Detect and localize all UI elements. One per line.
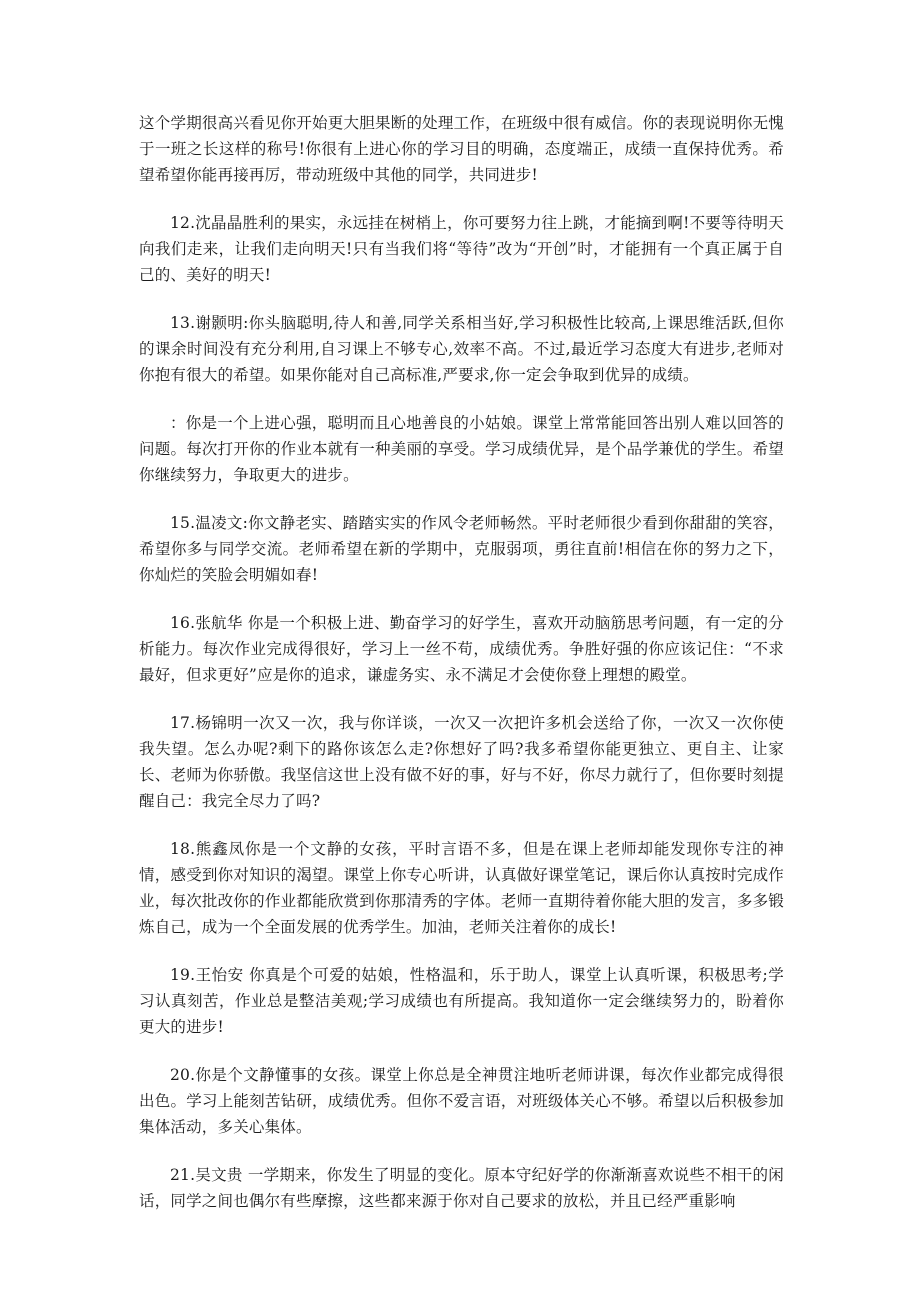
comment-paragraph-20: 20.你是个文静懂事的女孩。课堂上你总是全神贯注地听老师讲课，每次作业都完成得很出色。学习上能刻苦钻研，成绩优秀。但你不爱言语，对班级体关心不够。希望以后积极参加集体活动，多关心集体。 bbox=[139, 1066, 784, 1136]
comment-paragraph-intro: 这个学期很高兴看见你开始更大胆果断的处理工作，在班级中很有威信。你的表现说明你无愧于一班之长这样的称号!你很有上进心你的学习目的明确，态度端正，成绩一直保持优秀。希望希望你能再接再厉，带动班级中其他的同学，共同进步! bbox=[139, 114, 784, 184]
comment-paragraph-13: 13.谢颢明:你头脑聪明,待人和善,同学关系相当好,学习积极性比较高,上课思维活跃,但你的课余时间没有充分利用,自习课上不够专心,效率不高。不过,最近学习态度大有进步,老师对你抱有很大的希望。如果你能对自己高标准,严要求,你一定会争取到优异的成绩。 bbox=[139, 314, 784, 384]
comment-paragraph-16: 16.张航华 你是一个积极上进、勤奋学习的好学生，喜欢开动脑筋思考问题，有一定的分析能力。每次作业完成得很好，学习上一丝不苟，成绩优秀。争胜好强的你应该记住：“不求最好，但求更好”应是你的追求，谦虚务实、永不满足才会使你登上理想的殿堂。 bbox=[139, 614, 784, 684]
comment-paragraph-12: 12.沈晶晶胜利的果实，永远挂在树梢上，你可要努力往上跳，才能摘到啊!不要等待明天向我们走来，让我们走向明天!只有当我们将“等待”改为“开创”时，才能拥有一个真正属于自己的、美好的明天! bbox=[139, 214, 784, 284]
comment-paragraph-15: 15.温凌文:你文静老实、踏踏实实的作风令老师畅然。平时老师很少看到你甜甜的笑容，希望你多与同学交流。老师希望在新的学期中，克服弱项，勇往直前!相信在你的努力之下，你灿烂的笑脸会明媚如春! bbox=[139, 514, 784, 584]
document-body bbox=[139, 110, 784, 1236]
comment-paragraph-21: 21.吴文贵 一学期来，你发生了明显的变化。原本守纪好学的你渐渐喜欢说些不相干的闲话，同学之间也偶尔有些摩擦，这些都来源于你对自己要求的放松，并且已经严重影响 bbox=[139, 1166, 784, 1210]
comment-paragraph-14: ：你是一个上进心强，聪明而且心地善良的小姑娘。课堂上常常能回答出别人难以回答的问题。每次打开你的作业本就有一种美丽的享受。学习成绩优异，是个品学兼优的学生。希望你继续努力，争取更大的进步。 bbox=[139, 414, 784, 484]
comment-paragraph-19: 19.王怡安 你真是个可爱的姑娘，性格温和，乐于助人，课堂上认真听课，积极思考;学习认真刻苦，作业总是整洁美观;学习成绩也有所提高。我知道你一定会继续努力的，盼着你更大的进步! bbox=[139, 966, 784, 1036]
comment-paragraph-17: 17.杨锦明一次又一次，我与你详谈，一次又一次把许多机会送给了你，一次又一次你使我失望。怎么办呢?剩下的路你该怎么走?你想好了吗?我多希望你能更独立、更自主、让家长、老师为你骄傲。我坚信这世上没有做不好的事，好与不好，你尽力就行了，但你要时刻提醒自己：我完全尽力了吗? bbox=[139, 714, 784, 810]
comment-paragraph-18: 18.熊鑫凤你是一个文静的女孩，平时言语不多，但是在课上老师却能发现你专注的神情，感受到你对知识的渴望。课堂上你专心听讲，认真做好课堂笔记，课后你认真按时完成作业，每次批改你的作业都能欣赏到你那清秀的字体。老师一直期待着你能大胆的发言，多多锻炼自己，成为一个全面发展的优秀学生。加油，老师关注着你的成长! bbox=[139, 840, 784, 936]
